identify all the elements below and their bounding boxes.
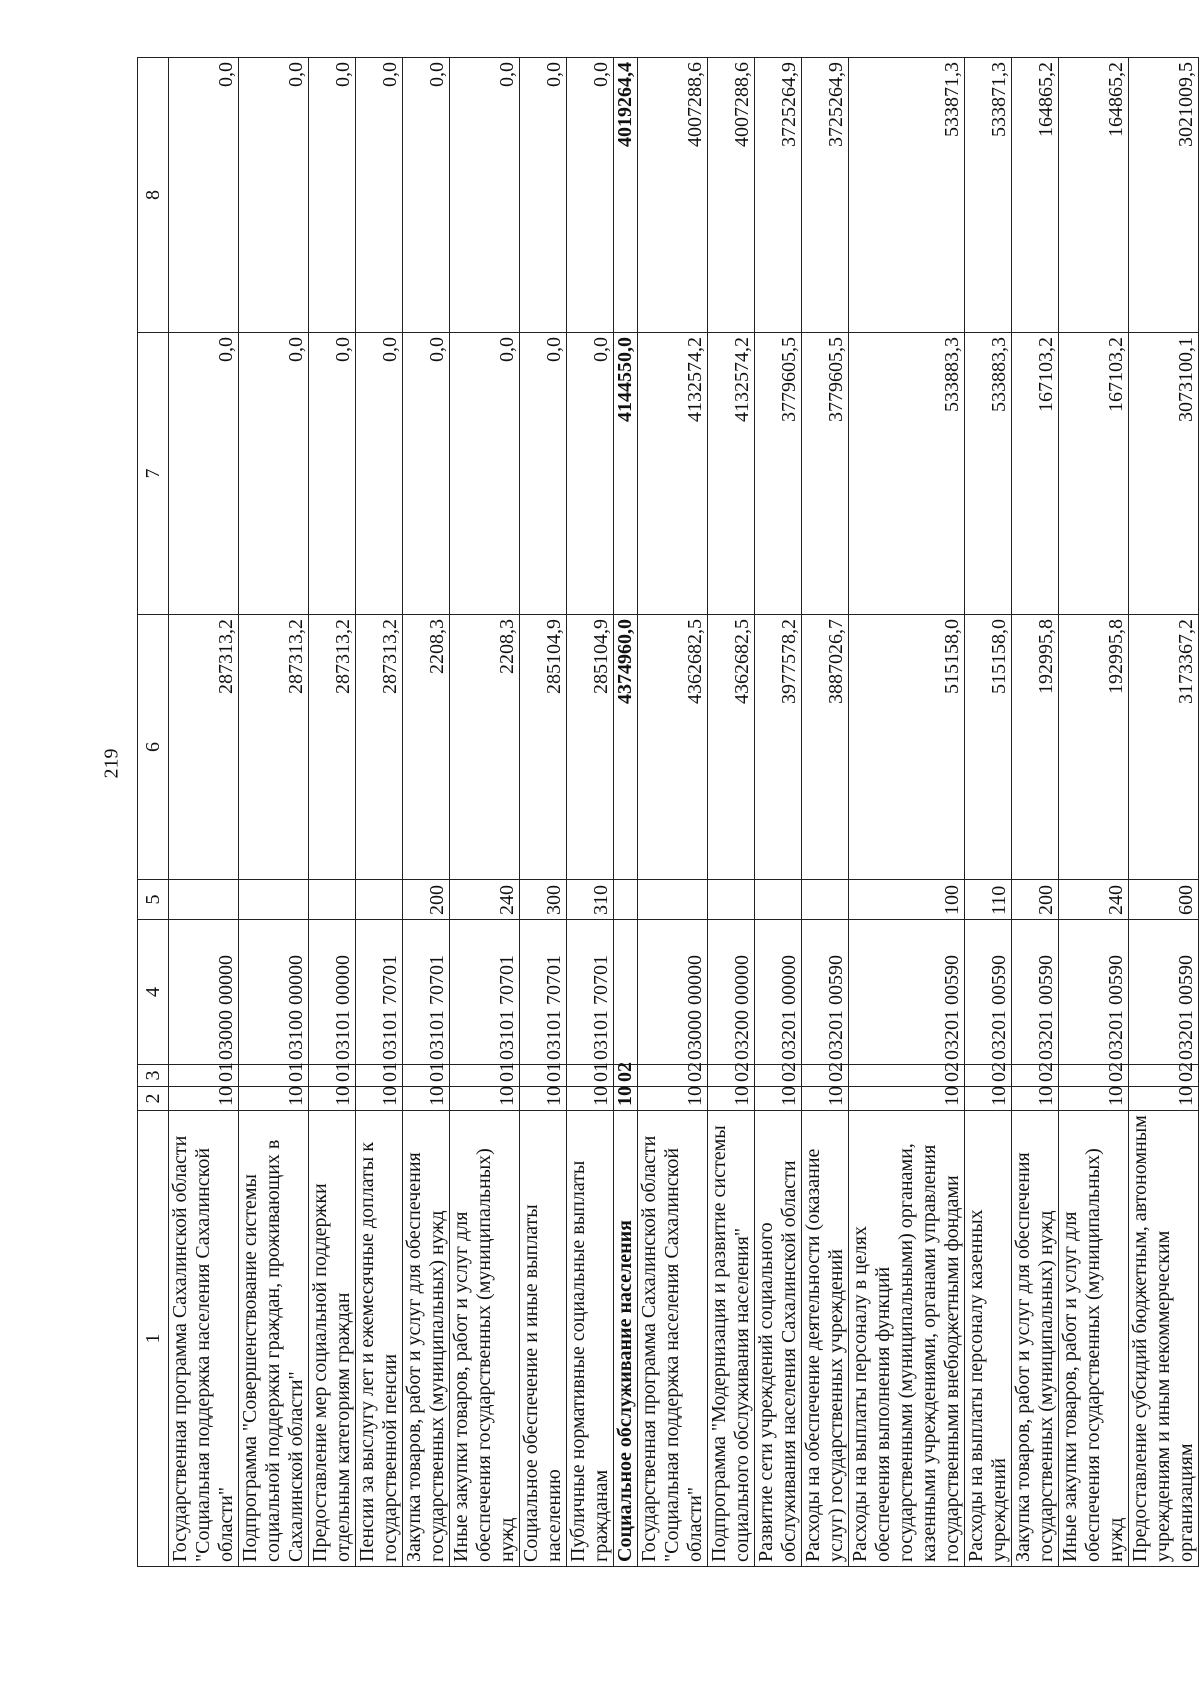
amount-cell: 533871,3: [965, 58, 1012, 333]
amount-cell: 192995,8: [1012, 615, 1059, 880]
target-article-cell: 03200 00000: [708, 920, 755, 1065]
target-article-cell: 03101 70701: [450, 920, 520, 1065]
table-row: [520, 58, 567, 1567]
amount-cell: 4362682,5: [708, 615, 755, 880]
target-article-cell: 03201 00590: [1012, 920, 1059, 1065]
amount-cell: 0,0: [450, 333, 520, 615]
amount-cell: 0,0: [403, 58, 450, 333]
subsection-code-cell: 01: [356, 1065, 403, 1087]
section-code-cell: 10: [1012, 1087, 1059, 1111]
target-article-cell: 03101 70701: [567, 920, 614, 1065]
amount-cell: 0,0: [239, 333, 309, 615]
target-article-cell: 03000 00000: [169, 920, 239, 1065]
expense-type-cell: [239, 880, 309, 920]
expense-type-cell: 200: [403, 880, 450, 920]
section-code-cell: 10: [755, 1087, 802, 1111]
amount-cell: 0,0: [567, 333, 614, 615]
row-name-cell: Социальное обслуживание населения: [614, 1111, 638, 1567]
section-code-cell: 10: [239, 1087, 309, 1111]
subsection-code-cell: 02: [1059, 1065, 1129, 1087]
column-header: 4: [138, 920, 169, 1065]
subsection-code-cell: 01: [567, 1065, 614, 1087]
amount-cell: 2208,3: [403, 615, 450, 880]
section-code-cell: 10: [356, 1087, 403, 1111]
section-code-cell: 10: [1129, 1087, 1199, 1111]
subsection-code-cell: 01: [403, 1065, 450, 1087]
column-header: 7: [138, 333, 169, 615]
target-article-cell: 03201 00590: [965, 920, 1012, 1065]
amount-cell: 3977578,2: [755, 615, 802, 880]
section-code-cell: 10: [802, 1087, 849, 1111]
subsection-code-cell: 01: [450, 1065, 520, 1087]
expense-type-cell: 300: [520, 880, 567, 920]
amount-cell: 164865,2: [1059, 58, 1129, 333]
amount-cell: 4132574,2: [708, 333, 755, 615]
subsection-code-cell: 02: [638, 1065, 708, 1087]
amount-cell: 0,0: [309, 333, 356, 615]
amount-cell: 167103,2: [1012, 333, 1059, 615]
expense-type-cell: [614, 880, 638, 920]
amount-cell: 192995,8: [1059, 615, 1129, 880]
amount-cell: 0,0: [356, 333, 403, 615]
row-name-cell: Иные закупки товаров, работ и услуг для обеспечения государственных (муниципальных) нужд: [1059, 1111, 1129, 1567]
amount-cell: 0,0: [356, 58, 403, 333]
amount-cell: 2208,3: [450, 615, 520, 880]
subsection-code-cell: 02: [614, 1065, 638, 1087]
page-number: 219: [100, 748, 123, 779]
amount-cell: 287313,2: [169, 615, 239, 880]
target-article-cell: 03101 00000: [309, 920, 356, 1065]
amount-cell: 515158,0: [965, 615, 1012, 880]
row-name-cell: Пенсии за выслугу лет и ежемесячные доплаты к государственной пенсии: [356, 1111, 403, 1567]
subsection-code-cell: 02: [755, 1065, 802, 1087]
amount-cell: 4132574,2: [638, 333, 708, 615]
amount-cell: 0,0: [403, 333, 450, 615]
row-name-cell: Закупка товаров, работ и услуг для обеспечения государственных (муниципальных) нужд: [1012, 1111, 1059, 1567]
section-code-cell: 10: [450, 1087, 520, 1111]
row-name-cell: Иные закупки товаров, работ и услуг для обеспечения государственных (муниципальных) нужд: [450, 1111, 520, 1567]
table-row: [169, 58, 239, 1567]
amount-cell: 4007288,6: [638, 58, 708, 333]
amount-cell: 3173367,2: [1129, 615, 1199, 880]
amount-cell: 0,0: [520, 58, 567, 333]
amount-cell: 0,0: [169, 333, 239, 615]
section-code-cell: 10: [403, 1087, 450, 1111]
target-article-cell: [614, 920, 638, 1065]
column-header: 1: [138, 1111, 169, 1567]
table-row: [239, 58, 309, 1567]
expense-type-cell: [309, 880, 356, 920]
table-row: [309, 58, 356, 1567]
amount-cell: 533883,3: [849, 333, 965, 615]
column-header: 8: [138, 58, 169, 333]
amount-cell: 3779605,5: [755, 333, 802, 615]
table-row: [356, 58, 403, 1567]
expense-type-cell: 310: [567, 880, 614, 920]
target-article-cell: 03101 70701: [403, 920, 450, 1065]
expense-type-cell: [755, 880, 802, 920]
subsection-code-cell: 01: [169, 1065, 239, 1087]
target-article-cell: 03101 70701: [356, 920, 403, 1065]
subsection-code-cell: 02: [708, 1065, 755, 1087]
amount-cell: 3887026,7: [802, 615, 849, 880]
subsection-code-cell: 01: [309, 1065, 356, 1087]
amount-cell: 4374960,0: [614, 615, 638, 880]
row-name-cell: Расходы на обеспечение деятельности (оказание услуг) государственных учреждений: [802, 1111, 849, 1567]
amount-cell: 0,0: [567, 58, 614, 333]
expense-type-cell: 240: [1059, 880, 1129, 920]
subsection-code-cell: 01: [239, 1065, 309, 1087]
amount-cell: 4362682,5: [638, 615, 708, 880]
section-code-cell: 10: [169, 1087, 239, 1111]
column-header: 6: [138, 615, 169, 880]
table-row: [567, 58, 614, 1567]
row-name-cell: Социальное обеспечение и иные выплаты населению: [520, 1111, 567, 1567]
table-row: [403, 58, 450, 1567]
row-name-cell: Предоставление субсидий бюджетным, автономным учреждениям и иным некоммерческим организациям: [1129, 1111, 1199, 1567]
amount-cell: 167103,2: [1059, 333, 1129, 615]
row-name-cell: Государственная программа Сахалинской области "Социальная поддержка населения Сахалинской области": [638, 1111, 708, 1567]
target-article-cell: 03201 00590: [1129, 920, 1199, 1065]
section-code-cell: 10: [849, 1087, 965, 1111]
subsection-code-cell: 02: [802, 1065, 849, 1087]
table-row: [1129, 58, 1199, 1567]
section-code-cell: 10: [1059, 1087, 1129, 1111]
amount-cell: 3073100,1: [1129, 333, 1199, 615]
target-article-cell: 03100 00000: [239, 920, 309, 1065]
row-name-cell: Расходы на выплаты персоналу казенных учреждений: [965, 1111, 1012, 1567]
section-code-cell: 10: [708, 1087, 755, 1111]
section-code-cell: 10: [614, 1087, 638, 1111]
table-row: [1059, 58, 1129, 1567]
amount-cell: 285104,9: [567, 615, 614, 880]
expense-type-cell: [638, 880, 708, 920]
subsection-code-cell: 02: [1012, 1065, 1059, 1087]
amount-cell: 285104,9: [520, 615, 567, 880]
expense-type-cell: 100: [849, 880, 965, 920]
target-article-cell: 03000 00000: [638, 920, 708, 1065]
section-code-cell: 10: [520, 1087, 567, 1111]
table-header-row: [138, 58, 169, 1567]
budget-table: [137, 57, 1199, 1567]
row-name-cell: Подпрограмма "Модернизация и развитие системы социального обслуживания населения": [708, 1111, 755, 1567]
amount-cell: 4144550,0: [614, 333, 638, 615]
subsection-code-cell: 02: [1129, 1065, 1199, 1087]
row-name-cell: Закупка товаров, работ и услуг для обеспечения государственных (муниципальных) нужд: [403, 1111, 450, 1567]
table-row: [755, 58, 802, 1567]
table-row: [849, 58, 965, 1567]
amount-cell: 533871,3: [849, 58, 965, 333]
amount-cell: 3779605,5: [802, 333, 849, 615]
expense-type-cell: [169, 880, 239, 920]
table-row: [450, 58, 520, 1567]
amount-cell: 0,0: [520, 333, 567, 615]
row-name-cell: Государственная программа Сахалинской области "Социальная поддержка населения Сахалинской области": [169, 1111, 239, 1567]
row-name-cell: Публичные нормативные социальные выплаты гражданам: [567, 1111, 614, 1567]
expense-type-cell: [708, 880, 755, 920]
expense-type-cell: [802, 880, 849, 920]
amount-cell: 287313,2: [309, 615, 356, 880]
row-name-cell: Предоставление мер социальной поддержки отдельным категориям граждан: [309, 1111, 356, 1567]
column-header: 3: [138, 1065, 169, 1087]
expense-type-cell: 240: [450, 880, 520, 920]
amount-cell: 0,0: [450, 58, 520, 333]
amount-cell: 533883,3: [965, 333, 1012, 615]
column-header: 2: [138, 1087, 169, 1111]
table-row: [802, 58, 849, 1567]
amount-cell: 515158,0: [849, 615, 965, 880]
expense-type-cell: 200: [1012, 880, 1059, 920]
expense-type-cell: [356, 880, 403, 920]
expense-type-cell: 110: [965, 880, 1012, 920]
rotated-page-content: [137, 58, 1197, 1567]
table-body: [169, 58, 1199, 1567]
target-article-cell: 03201 00590: [802, 920, 849, 1065]
amount-cell: 287313,2: [356, 615, 403, 880]
table-row: [708, 58, 755, 1567]
row-name-cell: Подпрограмма "Совершенствование системы социальной поддержки граждан, проживающих в Сахалинской области": [239, 1111, 309, 1567]
amount-cell: 3725264,9: [755, 58, 802, 333]
section-code-cell: 10: [309, 1087, 356, 1111]
amount-cell: 4019264,4: [614, 58, 638, 333]
expense-type-cell: 600: [1129, 880, 1199, 920]
amount-cell: 287313,2: [239, 615, 309, 880]
table-row: [614, 58, 638, 1567]
amount-cell: 0,0: [309, 58, 356, 333]
section-code-cell: 10: [567, 1087, 614, 1111]
amount-cell: 164865,2: [1012, 58, 1059, 333]
column-header: 5: [138, 880, 169, 920]
amount-cell: 3725264,9: [802, 58, 849, 333]
subsection-code-cell: 01: [520, 1065, 567, 1087]
target-article-cell: 03201 00590: [849, 920, 965, 1065]
amount-cell: 0,0: [169, 58, 239, 333]
section-code-cell: 10: [965, 1087, 1012, 1111]
target-article-cell: 03201 00000: [755, 920, 802, 1065]
target-article-cell: 03101 70701: [520, 920, 567, 1065]
section-code-cell: 10: [638, 1087, 708, 1111]
row-name-cell: Расходы на выплаты персоналу в целях обеспечения выполнения функций государственными (муниципальными) органами, казенными учреждениями, органами управления государственными внебюджетными фондами: [849, 1111, 965, 1567]
table-row: [1012, 58, 1059, 1567]
amount-cell: 0,0: [239, 58, 309, 333]
amount-cell: 4007288,6: [708, 58, 755, 333]
table-row: [965, 58, 1012, 1567]
table-row: [638, 58, 708, 1567]
amount-cell: 3021009,5: [1129, 58, 1199, 333]
subsection-code-cell: 02: [965, 1065, 1012, 1087]
subsection-code-cell: 02: [849, 1065, 965, 1087]
row-name-cell: Развитие сети учреждений социального обслуживания населения Сахалинской области: [755, 1111, 802, 1567]
target-article-cell: 03201 00590: [1059, 920, 1129, 1065]
